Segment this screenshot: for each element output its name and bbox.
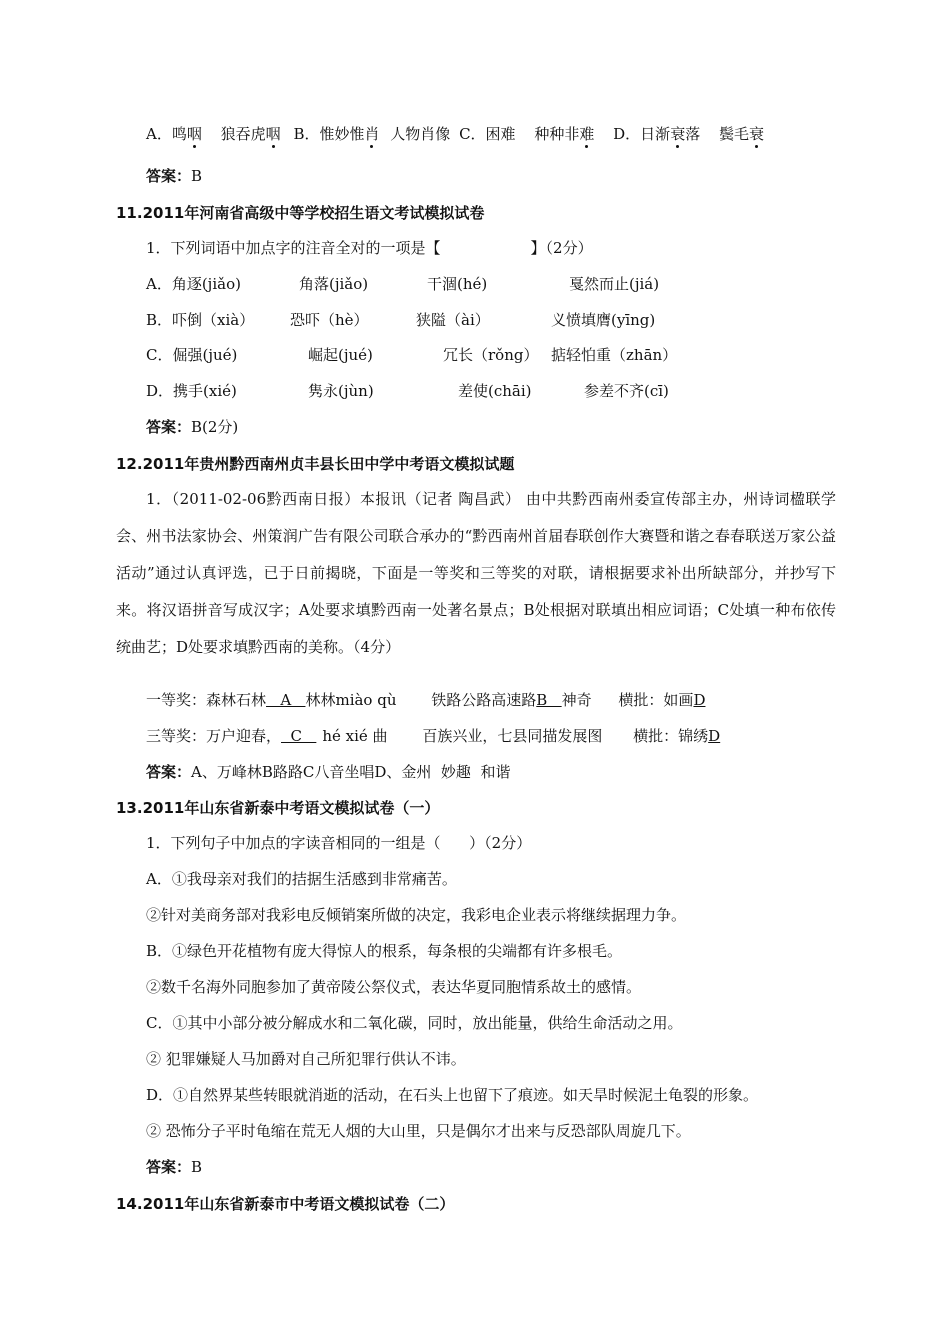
dotted-char: 难 [579, 125, 595, 143]
option-c-text: C．困难 [459, 125, 516, 143]
s12-first-prize [146, 690, 705, 710]
answer-value: B [191, 167, 203, 185]
s11-option-d [146, 381, 669, 401]
section-11-title: 11.2011年河南省高级中等学校招生语文考试模拟试卷 [116, 204, 485, 222]
dotted-char: 肖 [364, 125, 380, 143]
option-item: 戛然而止(jiá) [569, 275, 660, 293]
section-13-title: 13.2011年山东省新泰中考语文模拟试卷（一） [116, 799, 440, 817]
prize-label: 一等奖：森林石林 [146, 691, 267, 709]
s11-answer [146, 417, 238, 437]
s13-line: D．①自然界某些转眼就消逝的活动，在石头上也留下了痕迹。如天旱时候泥土龟裂的形象。 [146, 1086, 759, 1104]
s11-question [146, 238, 593, 258]
section-14-title: 14.2011年山东省新泰市中考语文模拟试卷（二） [116, 1195, 455, 1213]
s12-paragraph: 1．（2011-02-06黔西南日报）本报讯（记者 陶昌武） 由中共黔西南州委宣传部主办，州诗词楹联学会、州书法家协会、州策润广告有限公司联合承办的“黔西南州首届春联创作大赛暨和谐之春春联送万家公益活动”通过认真评选，已于日前揭晓，下面是一等奖和三等奖的对联，请根据要求补出所缺部分，并抄写下来。将汉语拼音写成汉字；A处要求填黔西南一处著名景点；B处根据对联填出相应词语；C处填一种布依传统曲艺；D处要求填黔西南的美称。（4分） [116, 490, 836, 656]
option-d-text3: 鬓毛 [719, 125, 750, 143]
s11-option-c [146, 345, 677, 365]
dotted-char: 咽 [265, 125, 281, 143]
blank-d: D [693, 691, 706, 709]
option-item: 崛起(jué) [308, 346, 373, 364]
option-d-text2: 落 [685, 125, 701, 143]
option-a-text: A．鸣 [146, 125, 187, 143]
option-a-text2: 狼吞虎 [220, 125, 266, 143]
option-item: 角落(jiǎo) [299, 275, 369, 293]
option-item: 义愤填膺(yīng) [551, 311, 656, 329]
question-end: 】（2分） [530, 239, 593, 257]
s13-answer [146, 1157, 202, 1177]
option-item: 恐吓（hè） [290, 311, 369, 329]
s13-line: ② 犯罪嫌疑人马加爵对自己所犯罪行供认不讳。 [146, 1050, 466, 1068]
s12-answer [146, 762, 510, 782]
option-item: 隽永(jùn) [308, 382, 374, 400]
heng-pi: 横批：如画 [618, 691, 694, 709]
option-item: A．角逐(jiǎo) [146, 275, 241, 293]
heng-pi: 横批：锦绣 [633, 727, 709, 745]
prize-text: 百族兴业，七县同描发展图 [422, 727, 603, 745]
option-item: 干涸(hé) [427, 275, 488, 293]
section-12-title: 12.2011年贵州黔西南州贞丰县长田中学中考语文模拟试题 [116, 455, 515, 473]
s13-line: A．①我母亲对我们的拮据生活感到非常痛苦。 [146, 870, 457, 888]
option-item: 狭隘（ài） [416, 311, 490, 329]
option-item: C．倔强(jué) [146, 346, 238, 364]
s13-line: ②针对美商务部对我彩电反倾销案所做的决定，我彩电企业表示将继续据理力争。 [146, 906, 687, 924]
option-item: 冗长（rǒng） [443, 346, 539, 364]
option-c-text2: 种种非 [534, 125, 580, 143]
blank-c: C [281, 727, 317, 745]
s12-third-prize [146, 726, 720, 746]
s11-option-b [146, 310, 655, 330]
answer-label: 答案： [146, 763, 192, 781]
s11-option-a [146, 274, 659, 294]
s13-line: ②数千名海外同胞参加了黄帝陵公祭仪式，表达华夏同胞情系故土的感情。 [146, 978, 642, 996]
option-item: D．携手(xié) [146, 382, 237, 400]
s13-line: B．①绿色开花植物有庞大得惊人的根系，每条根的尖端都有许多根毛。 [146, 942, 623, 960]
s13-line: ② 恐怖分子平时龟缩在荒无人烟的大山里，只是偶尔才出来与反恐部队周旋几下。 [146, 1122, 691, 1140]
prize-label: 三等奖：万户迎春， [146, 727, 282, 745]
dotted-char: 衰 [749, 125, 765, 143]
option-item: 掂轻怕重（zhān） [551, 346, 678, 364]
prize-text: 林林miào qù [305, 691, 397, 709]
answer-value: B(2分) [191, 418, 239, 436]
answer-label: 答案： [146, 1158, 192, 1176]
s13-line: C．①其中小部分被分解成水和二氧化碳，同时，放出能量，供给生命活动之用。 [146, 1014, 683, 1032]
dotted-char: 咽 [186, 125, 202, 143]
answer-value: A、万峰林B路路C八音坐唱D、金州 妙趣 和谐 [191, 763, 511, 781]
answer-label: 答案： [146, 167, 192, 185]
answer-value: B [191, 1158, 203, 1176]
q10-answer [146, 166, 202, 186]
option-item: 参差不齐(cī) [584, 382, 669, 400]
prize-text: 神奇 [561, 691, 592, 709]
blank-d: D [708, 727, 721, 745]
answer-label: 答案： [146, 418, 192, 436]
prize-text: 铁路公路高速路 [431, 691, 537, 709]
q10-options [146, 124, 764, 144]
blank-a: A [266, 691, 306, 709]
option-b-text2: 人物肖像 [390, 125, 451, 143]
s13-question: 1．下列句子中加点的字读音相同的一组是（ ）（2分） [146, 834, 532, 852]
option-item: 差使(chāi) [458, 382, 532, 400]
option-item: B．吓倒（xià） [146, 311, 255, 329]
blank-b: B [536, 691, 562, 709]
option-d-text: D．日渐 [613, 125, 671, 143]
dotted-char: 衰 [670, 125, 686, 143]
question-text: 1．下列词语中加点字的注音全对的一项是【 [146, 239, 441, 257]
prize-text: hé xié 曲 [322, 727, 388, 745]
option-b-text: B．惟妙惟 [293, 125, 365, 143]
